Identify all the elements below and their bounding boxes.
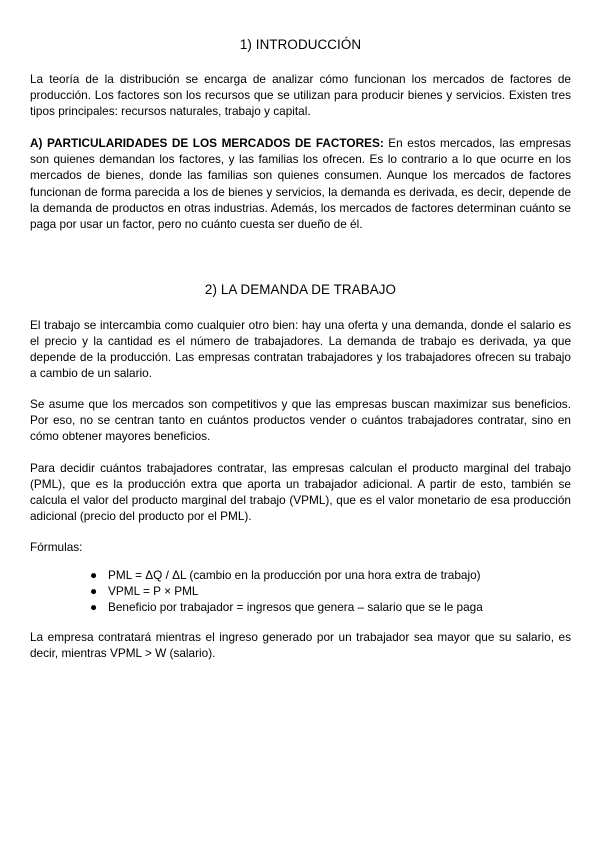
conclusion-paragraph: La empresa contratará mientras el ingreso generado por un trabajador sea mayor que su salario, es decir, mientras VPML > W (salario). bbox=[30, 630, 571, 661]
bullet-icon: ● bbox=[90, 567, 98, 582]
formula-text: Beneficio por trabajador = ingresos que genera – salario que se le paga bbox=[108, 600, 483, 615]
bullet-icon: ● bbox=[90, 584, 98, 599]
bullet-icon: ● bbox=[90, 600, 98, 615]
section-2-title: 2) LA DEMANDA DE TRABAJO bbox=[204, 281, 397, 297]
intro-paragraph: La teoría de la distribución se encarga de analizar cómo funcionan los mercados de factores de producción. Los factores son los recursos que se utilizan para producir bienes y servicios. Existen tres tipos principales: recursos naturales, trabajo y capital. bbox=[30, 72, 571, 119]
particularities-text: En estos mercados, las empresas son quienes demandan los factores, y las familias los ofrecen. Es lo contrario a lo que ocurre en los mercados de bienes, donde las familias son quienes consumen. Aunque los mercados de factores funcionan de forma parecida a los de bienes y servicios, la demanda es derivada, es decir, depende de la demanda de productos en otras industrias. Además, los mercados de factores determinan cuánto se paga por usar un factor, pero no cuánto cuesta ser dueño de él. bbox=[30, 136, 571, 231]
particularities-heading: A) PARTICULARIDADES DE LOS MERCADOS DE FACTORES: bbox=[30, 136, 384, 151]
formula-item bbox=[90, 583, 571, 599]
formula-item bbox=[90, 567, 571, 583]
formula-text: VPML = P × PML bbox=[108, 584, 199, 599]
competitive-markets-paragraph: Se asume que los mercados son competitivos y que las empresas buscan maximizar sus beneficios. Por eso, no se centran tanto en cuántos productos vender o cuántos trabajadores contratar, sino en cómo obtener mayores beneficios. bbox=[30, 397, 571, 444]
marginal-product-paragraph: Para decidir cuántos trabajadores contratar, las empresas calculan el producto marginal del trabajo (PML), que es la producción extra que aporta un trabajador adicional. A partir de esto, también se calcula el valor del producto marginal del trabajo (VPML), que es el valor monetario de esa producción adicional (precio del producto por el PML). bbox=[30, 460, 571, 523]
particularities-paragraph bbox=[30, 135, 571, 232]
section-1-title: 1) INTRODUCCIÓN bbox=[239, 37, 362, 52]
formula-item bbox=[90, 599, 571, 615]
formulas-label: Fórmulas: bbox=[30, 539, 83, 554]
labor-market-paragraph: El trabajo se intercambia como cualquier otro bien: hay una oferta y una demanda, donde el salario es el precio y la cantidad es el número de trabajadores. La demanda de trabajo es derivada, ya que depende de la producción. Las empresas contratan trabajadores y los trabajadores ofrecen su trabajo a cambio de un salario. bbox=[30, 317, 571, 381]
formula-text: PML = ΔQ / ΔL (cambio en la producción por una hora extra de trabajo) bbox=[108, 567, 481, 582]
formulas-list bbox=[30, 567, 571, 615]
